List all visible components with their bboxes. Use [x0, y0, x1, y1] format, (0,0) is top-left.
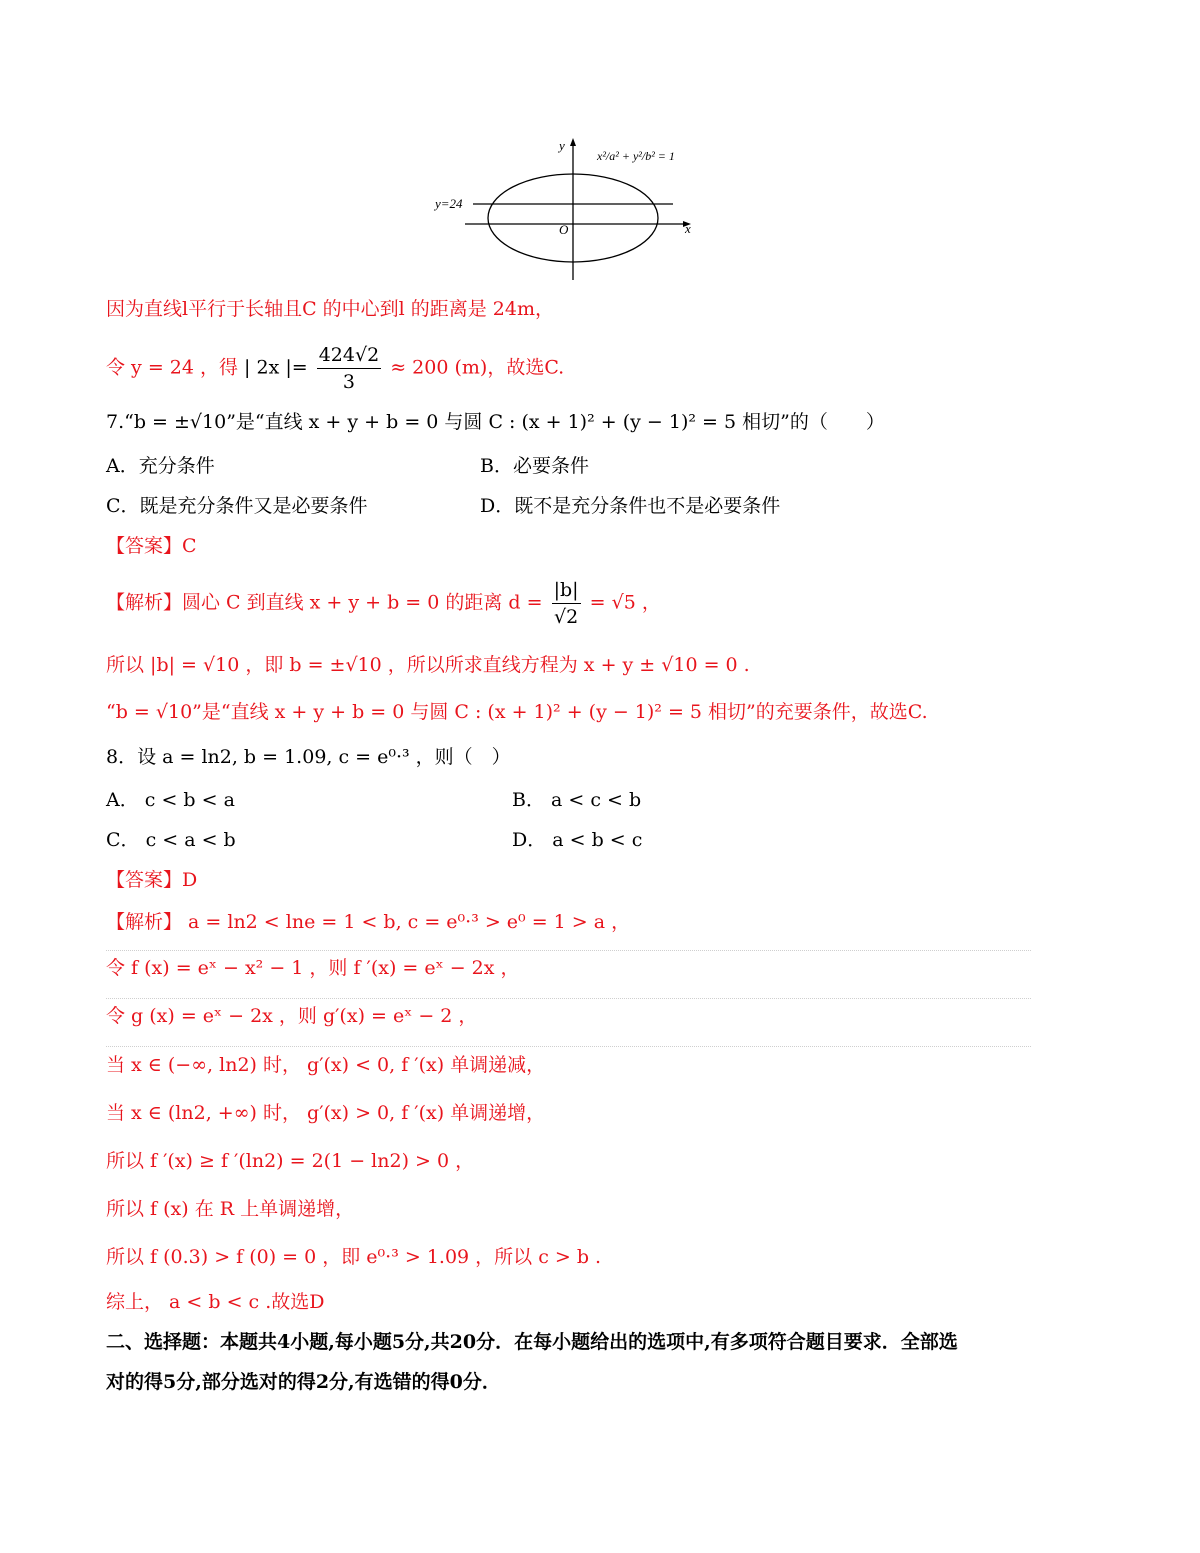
q8-solution-9: 综上， a < b < c .故选D: [106, 1291, 325, 1313]
q8-solution-5: 当 x ∈ (ln2, +∞) 时， g′(x) > 0, f ′(x) 单调递增，: [106, 1102, 546, 1124]
axis-y-label: y: [559, 138, 565, 153]
divider: [106, 1046, 1031, 1047]
q8-solution-8: 所以 f (0.3) > f (0) = 0 ，即 e⁰·³ > 1.09 ，所以 c > b .: [106, 1246, 602, 1268]
q7-option-d: D．既不是充分条件也不是必要条件: [480, 495, 781, 517]
q8-solution-4: 当 x ∈ (−∞, ln2) 时， g′(x) < 0, f ′(x) 单调递减，: [106, 1054, 546, 1076]
question-8: 8．设 a = ln2, b = 1.09, c = e⁰·³ ，则（ ）: [106, 746, 511, 768]
q7-solution-1-b: = √5 ，: [589, 591, 661, 614]
q8-option-d: D． a < b < c: [512, 829, 643, 851]
fraction-424: [317, 342, 381, 395]
ellipse-figure: [425, 130, 725, 285]
q8-solution-3: 令 g (x) = eˣ − 2x ，则 g′(x) = eˣ − 2 ，: [106, 1005, 478, 1027]
question-7: 7.“b = ±√10”是“直线 x + y + b = 0 与圆 C : (x + 1)² + (y − 1)² = 5 相切”的（ ）: [106, 411, 885, 433]
axis-x-label: x: [685, 221, 691, 236]
q7-solution-1: [106, 577, 661, 630]
fraction-424-num: 424√2: [317, 342, 381, 369]
q7-answer: 【答案】C: [106, 535, 197, 557]
q8-option-a: A． c < b < a: [106, 789, 235, 811]
divider: [106, 998, 1031, 999]
line-label: y=24: [435, 196, 463, 211]
ellipse-equation: x²/a² + y²/b² = 1: [597, 149, 675, 163]
q8-solution-1: 【解析】 a = ln2 < lne = 1 < b, c = e⁰·³ > e⁰ = 1 > a ，: [106, 911, 631, 933]
q8-answer: 【答案】D: [106, 869, 198, 891]
q7-solution-1-a: 【解析】圆心 C 到直线 x + y + b = 0 的距离 d =: [106, 591, 543, 614]
q7-solution-2: 所以 |b| = √10 ，即 b = ±√10 ，所以所求直线方程为 x + y ± √10 = 0 .: [106, 654, 750, 676]
text-line-2: [106, 342, 564, 395]
text-line-2-b: | 2x |=: [244, 356, 308, 379]
q8-option-c: C． c < a < b: [106, 829, 236, 851]
q8-solution-7: 所以 f (x) 在 R 上单调递增，: [106, 1198, 355, 1220]
fraction-b-den: √2: [553, 606, 579, 628]
section-2-heading-2: 对的得5分,部分选对的得2分,有选错的得0分．: [106, 1371, 501, 1393]
text-line-2-c: ≈ 200 (m)，故选C.: [390, 356, 565, 379]
q7-option-c: C．既是充分条件又是必要条件: [106, 495, 368, 517]
section-2-heading-1: 二、选择题：本题共4小题,每小题5分,共20分．在每小题给出的选项中,有多项符合题目要求．全部选: [106, 1331, 958, 1353]
fraction-b-num: |b|: [552, 577, 581, 604]
origin-label: O: [559, 222, 569, 237]
fraction-424-den: 3: [342, 371, 355, 393]
divider: [106, 950, 1031, 951]
q7-option-a: A．充分条件: [106, 455, 215, 477]
q8-solution-2: 令 f (x) = eˣ − x² − 1 ，则 f ′(x) = eˣ − 2x ，: [106, 957, 520, 979]
fraction-b-over-root2: [552, 577, 581, 630]
text-line-2-a: 令 y = 24 ，得: [106, 356, 238, 379]
q8-solution-6: 所以 f ′(x) ≥ f ′(ln2) = 2(1 − ln2) > 0 ，: [106, 1150, 475, 1172]
q7-solution-3: “b = √10”是“直线 x + y + b = 0 与圆 C : (x + 1)² + (y − 1)² = 5 相切”的充要条件，故选C.: [106, 701, 928, 723]
q8-option-b: B． a < c < b: [512, 789, 642, 811]
q7-option-b: B．必要条件: [480, 455, 589, 477]
text-line-1: 因为直线l平行于长轴且C 的中心到l 的距离是 24m，: [106, 298, 555, 320]
